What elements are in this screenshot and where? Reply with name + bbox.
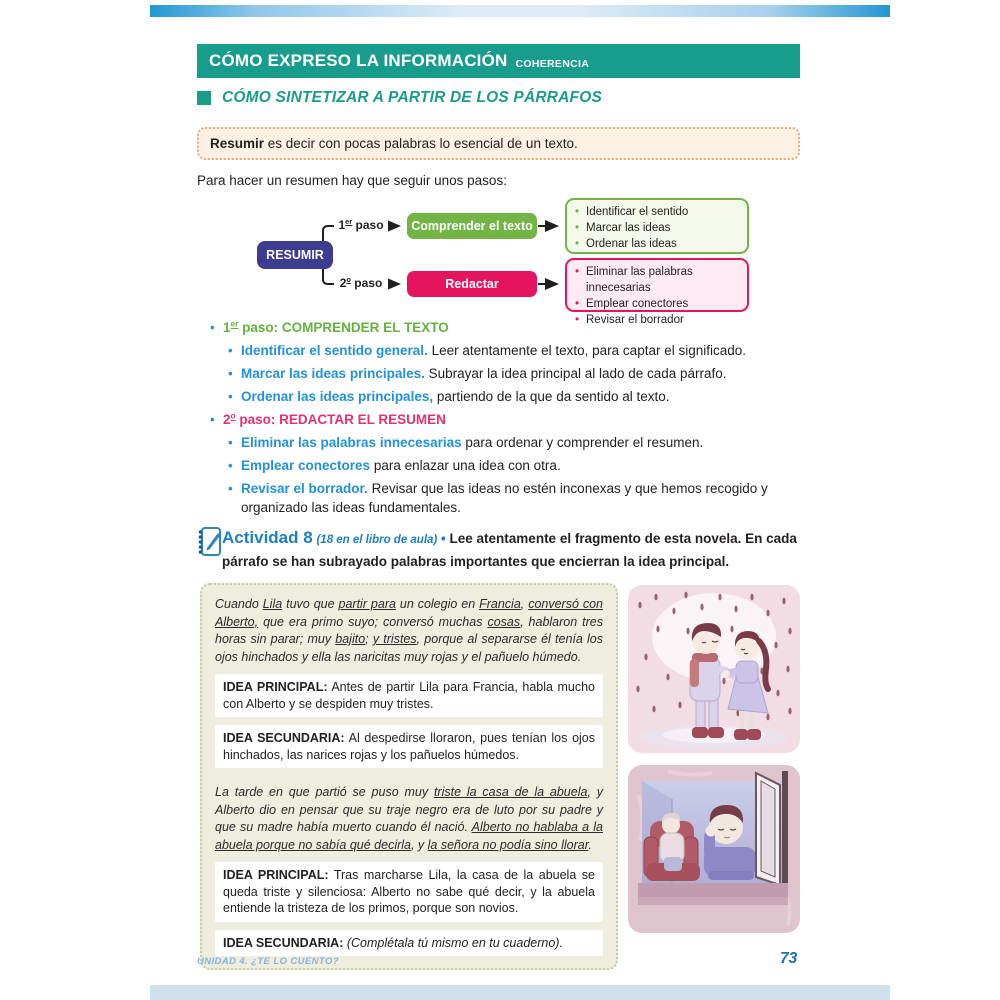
idea-text: Al despedirse lloraron, pues tenían los ojos hinchados, las narices rojas y los pañuelos húmedos. (223, 731, 595, 762)
diagram-step2-label: 2$^o$ paso (334, 276, 388, 290)
step2-heading (210, 410, 802, 429)
definition-text: es decir con pocas palabras lo esencial de un texto. (264, 136, 578, 151)
activity-title: Actividad 8 (222, 528, 313, 547)
step2-heading-text: 2$^o$ paso: REDACTAR EL RESUMEN (223, 410, 446, 427)
idea-principal-2 (215, 862, 603, 922)
children-in-rain-illustration (628, 585, 800, 753)
step1-heading-text: 1er paso: COMPRENDER EL TEXTO (223, 318, 449, 335)
item-lead: Revisar el borrador. (241, 481, 368, 496)
step1-item (228, 364, 784, 383)
section-title (197, 89, 800, 107)
list-item: • Marcar las ideas (575, 220, 739, 236)
novel-fragment-2: La tarde en que partió se puso muy triste la casa de la abuela, y Alberto dio en pensar que su traje negro era de luto por su padre y que su madre había muerto cuando él nació. Alberto no hablaba a la abuela porque no sabía qué decirla, y la señora no podía sino llorar. (215, 785, 603, 852)
footer-unit-label: UNIDAD 4. ¿TE LO CUENTO? (197, 956, 339, 967)
activity-text-box (200, 583, 618, 970)
list-item: • Eliminar las palabras innecesarias (575, 264, 739, 296)
open-window (756, 771, 788, 889)
definition-keyword: Resumir (210, 136, 265, 151)
diagram-step2-action: Redactar (407, 271, 537, 297)
item-lead: Eliminar las palabras innecesarias (241, 435, 462, 450)
idea-principal-1 (215, 674, 603, 717)
bottom-decorative-bar (150, 985, 890, 1000)
idea-label: IDEA SECUNDARIA: (223, 935, 344, 950)
steps-detail-list (210, 318, 802, 521)
chapter-header-bar (197, 44, 800, 78)
diagram-root-node: RESUMIR (257, 241, 333, 269)
section-bullet-square (197, 91, 211, 105)
section-title-text: CÓMO SINTETIZAR A PARTIR DE LOS PÁRRAFOS (222, 89, 603, 106)
item-text: Subrayar la idea principal al lado de cada párrafo. (424, 366, 727, 381)
activity-aula-note: (18 en el libro de aula) (316, 534, 438, 546)
diagram-step1-label: 1er paso (334, 218, 388, 232)
idea-label: IDEA PRINCIPAL: (223, 680, 328, 694)
chapter-tag: COHERENCIA (515, 57, 590, 70)
step2-item (228, 456, 784, 475)
novel-fragment-1: Cuando Lila tuvo que partir para un colegio en Francia, conversó con Alberto, que era primo suyo; conversó muchas cosas, hablaron tres horas sin parar; muy bajito; y tristes, porque al separarse él tenía los ojos hinchados y ella las naricitas muy rojas y el pañuelo húmedo. (215, 597, 603, 664)
item-lead: Emplear conectores (241, 458, 371, 473)
boy-at-window-illustration (628, 765, 800, 933)
idea-label: IDEA SECUNDARIA: (223, 731, 345, 745)
idea-secundaria-2 (215, 930, 603, 957)
item-text: para enlazar una idea con otra. (370, 458, 561, 473)
step2-item (228, 433, 784, 452)
activity-separator: • (441, 531, 446, 546)
step1-item (228, 341, 784, 360)
definition-box (197, 127, 800, 160)
activity-heading (222, 527, 800, 572)
window-sill (638, 883, 788, 899)
step2-item (228, 479, 784, 517)
idea-text: Antes de partir Lila para Francia, habla mucho con Alberto y se despiden muy tristes. (223, 680, 595, 711)
item-lead: Identificar el sentido general. (241, 343, 428, 358)
idea-label: IDEA PRINCIPAL: (223, 868, 329, 882)
idea-text: (Complétala tú mismo en tu cuaderno). (343, 935, 563, 950)
intro-sentence: Para hacer un resumen hay que seguir unos pasos: (197, 173, 507, 188)
idea-secundaria-1 (215, 725, 603, 768)
idea-text: Tras marcharse Lila, la casa de la abuela se queda triste y silenciosa: Alberto no sabe qué decir, y la abuela entiende la tristeza de los primos, porque son novios. (223, 868, 595, 915)
list-item: • Identificar el sentido (575, 204, 739, 220)
item-lead: Ordenar las ideas principales, (241, 389, 434, 404)
top-decorative-bar (150, 5, 890, 17)
item-text: para ordenar y comprender el resumen. (461, 435, 704, 450)
diagram-step2-items (565, 258, 749, 326)
item-text: Leer atentamente el texto, para captar el significado. (427, 343, 747, 358)
chapter-title: CÓMO EXPRESO LA INFORMACIÓN (209, 51, 508, 70)
activity-instruction: Lee atentamente el fragmento de esta novela. En cada párrafo se han subrayado palabras importantes que encierran la idea principal. (222, 531, 797, 569)
summary-steps-diagram (197, 198, 800, 326)
list-item: • Emplear conectores (575, 296, 739, 312)
notebook-pencil-icon (196, 526, 222, 563)
item-lead: Marcar las ideas principales. (241, 366, 425, 381)
item-text: Revisar que las ideas no estén inconexas y que hemos recogido y organizado las ideas fundamentales. (241, 481, 768, 515)
diagram-step1-action: Comprender el texto (407, 213, 537, 239)
item-text: partiendo de la que da sentido al texto. (433, 389, 670, 404)
list-item: • Ordenar las ideas (575, 236, 739, 252)
diagram-step1-items (565, 198, 749, 254)
list-item: • Revisar el borrador (575, 312, 739, 328)
page-number: 73 (780, 950, 798, 967)
step1-item (228, 387, 784, 406)
